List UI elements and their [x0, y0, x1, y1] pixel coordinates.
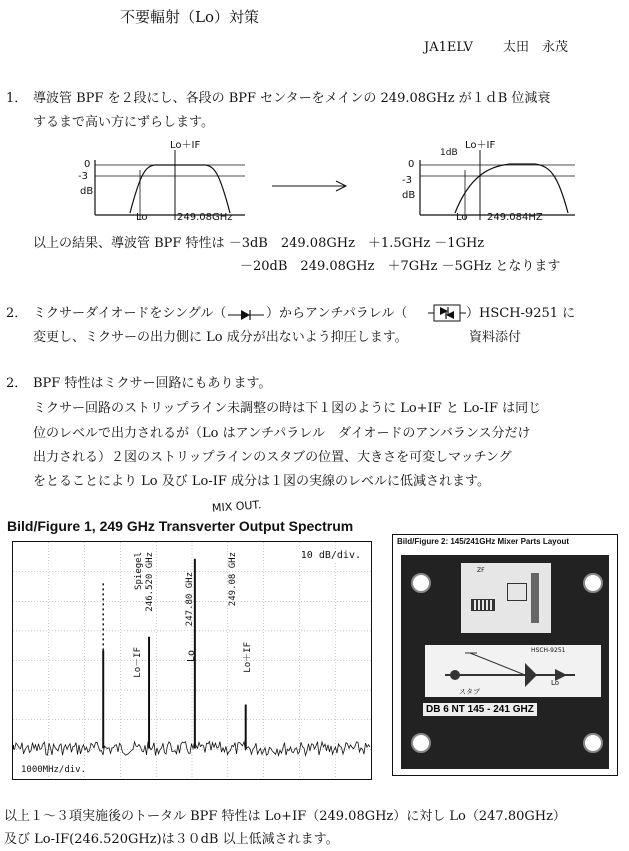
- spectrum-vscale: 10 dB/div.: [300, 550, 361, 561]
- spectrum-label-spiegel: Spiegel: [134, 552, 144, 590]
- item1-result1: 以上の結果、導波管 BPF 特性は －3dB 249.08GHz ＋1.5GHz －1GHz: [33, 236, 485, 251]
- sketch-right-ydb: dB: [402, 190, 416, 201]
- sketch-left-xf: 249.08GHz: [177, 212, 233, 223]
- spectrum-label-freq2: 247.80 GHz: [185, 572, 195, 627]
- sketch-right-1db: 1dB: [440, 148, 458, 158]
- footer-line1: 以上１～３項実施後のトータル BPF 特性は Lo+IF（249.08GHz）に対し Lo（247.80GHz）: [4, 809, 566, 824]
- mixer-label-zf: ZF: [477, 567, 485, 574]
- mixer-label-diode: HSCH-9251: [531, 647, 566, 654]
- mixer-label-lo: Lo: [551, 679, 560, 687]
- callsign: JA1ELV: [424, 40, 473, 55]
- item1-line2: するまで高い方にずらします。: [33, 115, 214, 130]
- sketch-left-y3: -3: [78, 171, 88, 182]
- screw-hole-icon: [411, 573, 431, 593]
- item2-line1b: ）からアンチパラレル（: [266, 306, 408, 321]
- item2-line1c: ）HSCH-9251 に: [466, 306, 576, 321]
- sketch-left-xlo: Lo: [136, 212, 148, 223]
- item2-line2: 変更し、ミクサーの出力側に Lo 成分が出ないよう抑圧します。: [33, 330, 408, 345]
- stripline-svg: [425, 645, 601, 697]
- item1-line1: 導波管 BPF を２段にし、各段の BPF センターをメインの 249.08GHz が１ｄB 位減衰: [33, 91, 551, 106]
- item2-number: 2．: [6, 306, 28, 321]
- figure1-title: Bild/Figure 1, 249 GHz Transverter Output Spectrum: [7, 518, 354, 534]
- author-name: 太田 永茂: [503, 40, 569, 55]
- bpf-sketch-before: [95, 150, 245, 220]
- mixer-board-label: DB 6 NT 145 - 241 GHZ: [423, 703, 537, 716]
- item1-number: 1．: [6, 91, 28, 106]
- mixer-layout-figure: [392, 534, 618, 776]
- spectrum-label-lo-plus-if: Lo＋IF: [243, 642, 253, 673]
- screw-hole-icon: [583, 573, 603, 593]
- item1-result2: －20dB 249.08GHz ＋7GHz －5GHz となります: [240, 259, 561, 274]
- mixer-component-area: [461, 563, 551, 633]
- capacitor-icon: [507, 583, 527, 601]
- sketch-right-xlo: Lo: [456, 212, 468, 223]
- waveguide-port: [531, 573, 539, 623]
- item3-line3: 位のレベルで出力されるが（Lo はアンチパラレル ダイオードのアンバランス分だけ: [33, 426, 531, 441]
- bpf-sketch-after: [420, 150, 575, 220]
- sketch-left-ydb: dB: [80, 186, 94, 197]
- item2-line2-attachment: 資料添付: [469, 330, 522, 345]
- stripline-area: [425, 645, 601, 697]
- spectrum-plot: [12, 541, 372, 780]
- spectrum-hscale: 1000MHz/div.: [21, 765, 87, 775]
- sketch-left-label-top: Lo＋IF: [170, 140, 201, 151]
- item3-number: 2．: [6, 376, 28, 391]
- page-title: 不要輻射（Lo）対策: [120, 8, 259, 26]
- spectrum-label-freq3: 249.08 GHz: [228, 552, 238, 607]
- footer-line2: 及び Lo-IF(246.520GHz)は３０dB 以上低減されます。: [4, 832, 339, 847]
- sketch-right-xf: 249.084HZ: [487, 212, 543, 223]
- coil-icon: [471, 599, 495, 611]
- figure1-handwritten-note: MIX OUT.: [211, 498, 262, 515]
- sketch-right-y0: 0: [408, 159, 415, 170]
- sketch-right-label-top: Lo＋IF: [465, 140, 496, 151]
- mixer-photo: [401, 555, 609, 769]
- sketch-right-y3: -3: [402, 175, 412, 186]
- single-diode-icon: [228, 308, 264, 322]
- figure2-title: Bild/Figure 2: 145/241GHz Mixer Parts Layout: [397, 537, 570, 546]
- item2-line1a: ミクサーダイオードをシングル（: [33, 306, 227, 321]
- arrow-icon: [272, 181, 346, 191]
- spectrum-label-freq1: 246.520 GHz: [145, 552, 155, 612]
- item3-line2: ミクサー回路のストリップライン未調整の時は下１図のように Lo+IF と Lo-IF は同じ: [33, 401, 542, 416]
- item3-line1: BPF 特性はミクサー回路にもあります。: [33, 376, 272, 391]
- spectrum-noise-trace: [13, 742, 370, 756]
- screw-hole-icon: [583, 733, 603, 753]
- screw-hole-icon: [411, 733, 431, 753]
- antiparallel-diode-icon: [428, 302, 466, 324]
- item3-line4: 出力される）２図のストリップラインのスタブの位置、大きさを可変しマッチング: [33, 450, 512, 465]
- item3-line5: をとることにより Lo 及び Lo-IF 成分は１図の実線のレベルに低減されます。: [33, 474, 490, 489]
- sketch-left-y0: 0: [84, 159, 91, 170]
- mixer-label-stub: スタブ: [459, 688, 480, 696]
- spectrum-label-lo-minus-if: Lo－IF: [133, 647, 143, 678]
- spectrum-label-lo: Lo: [186, 650, 197, 663]
